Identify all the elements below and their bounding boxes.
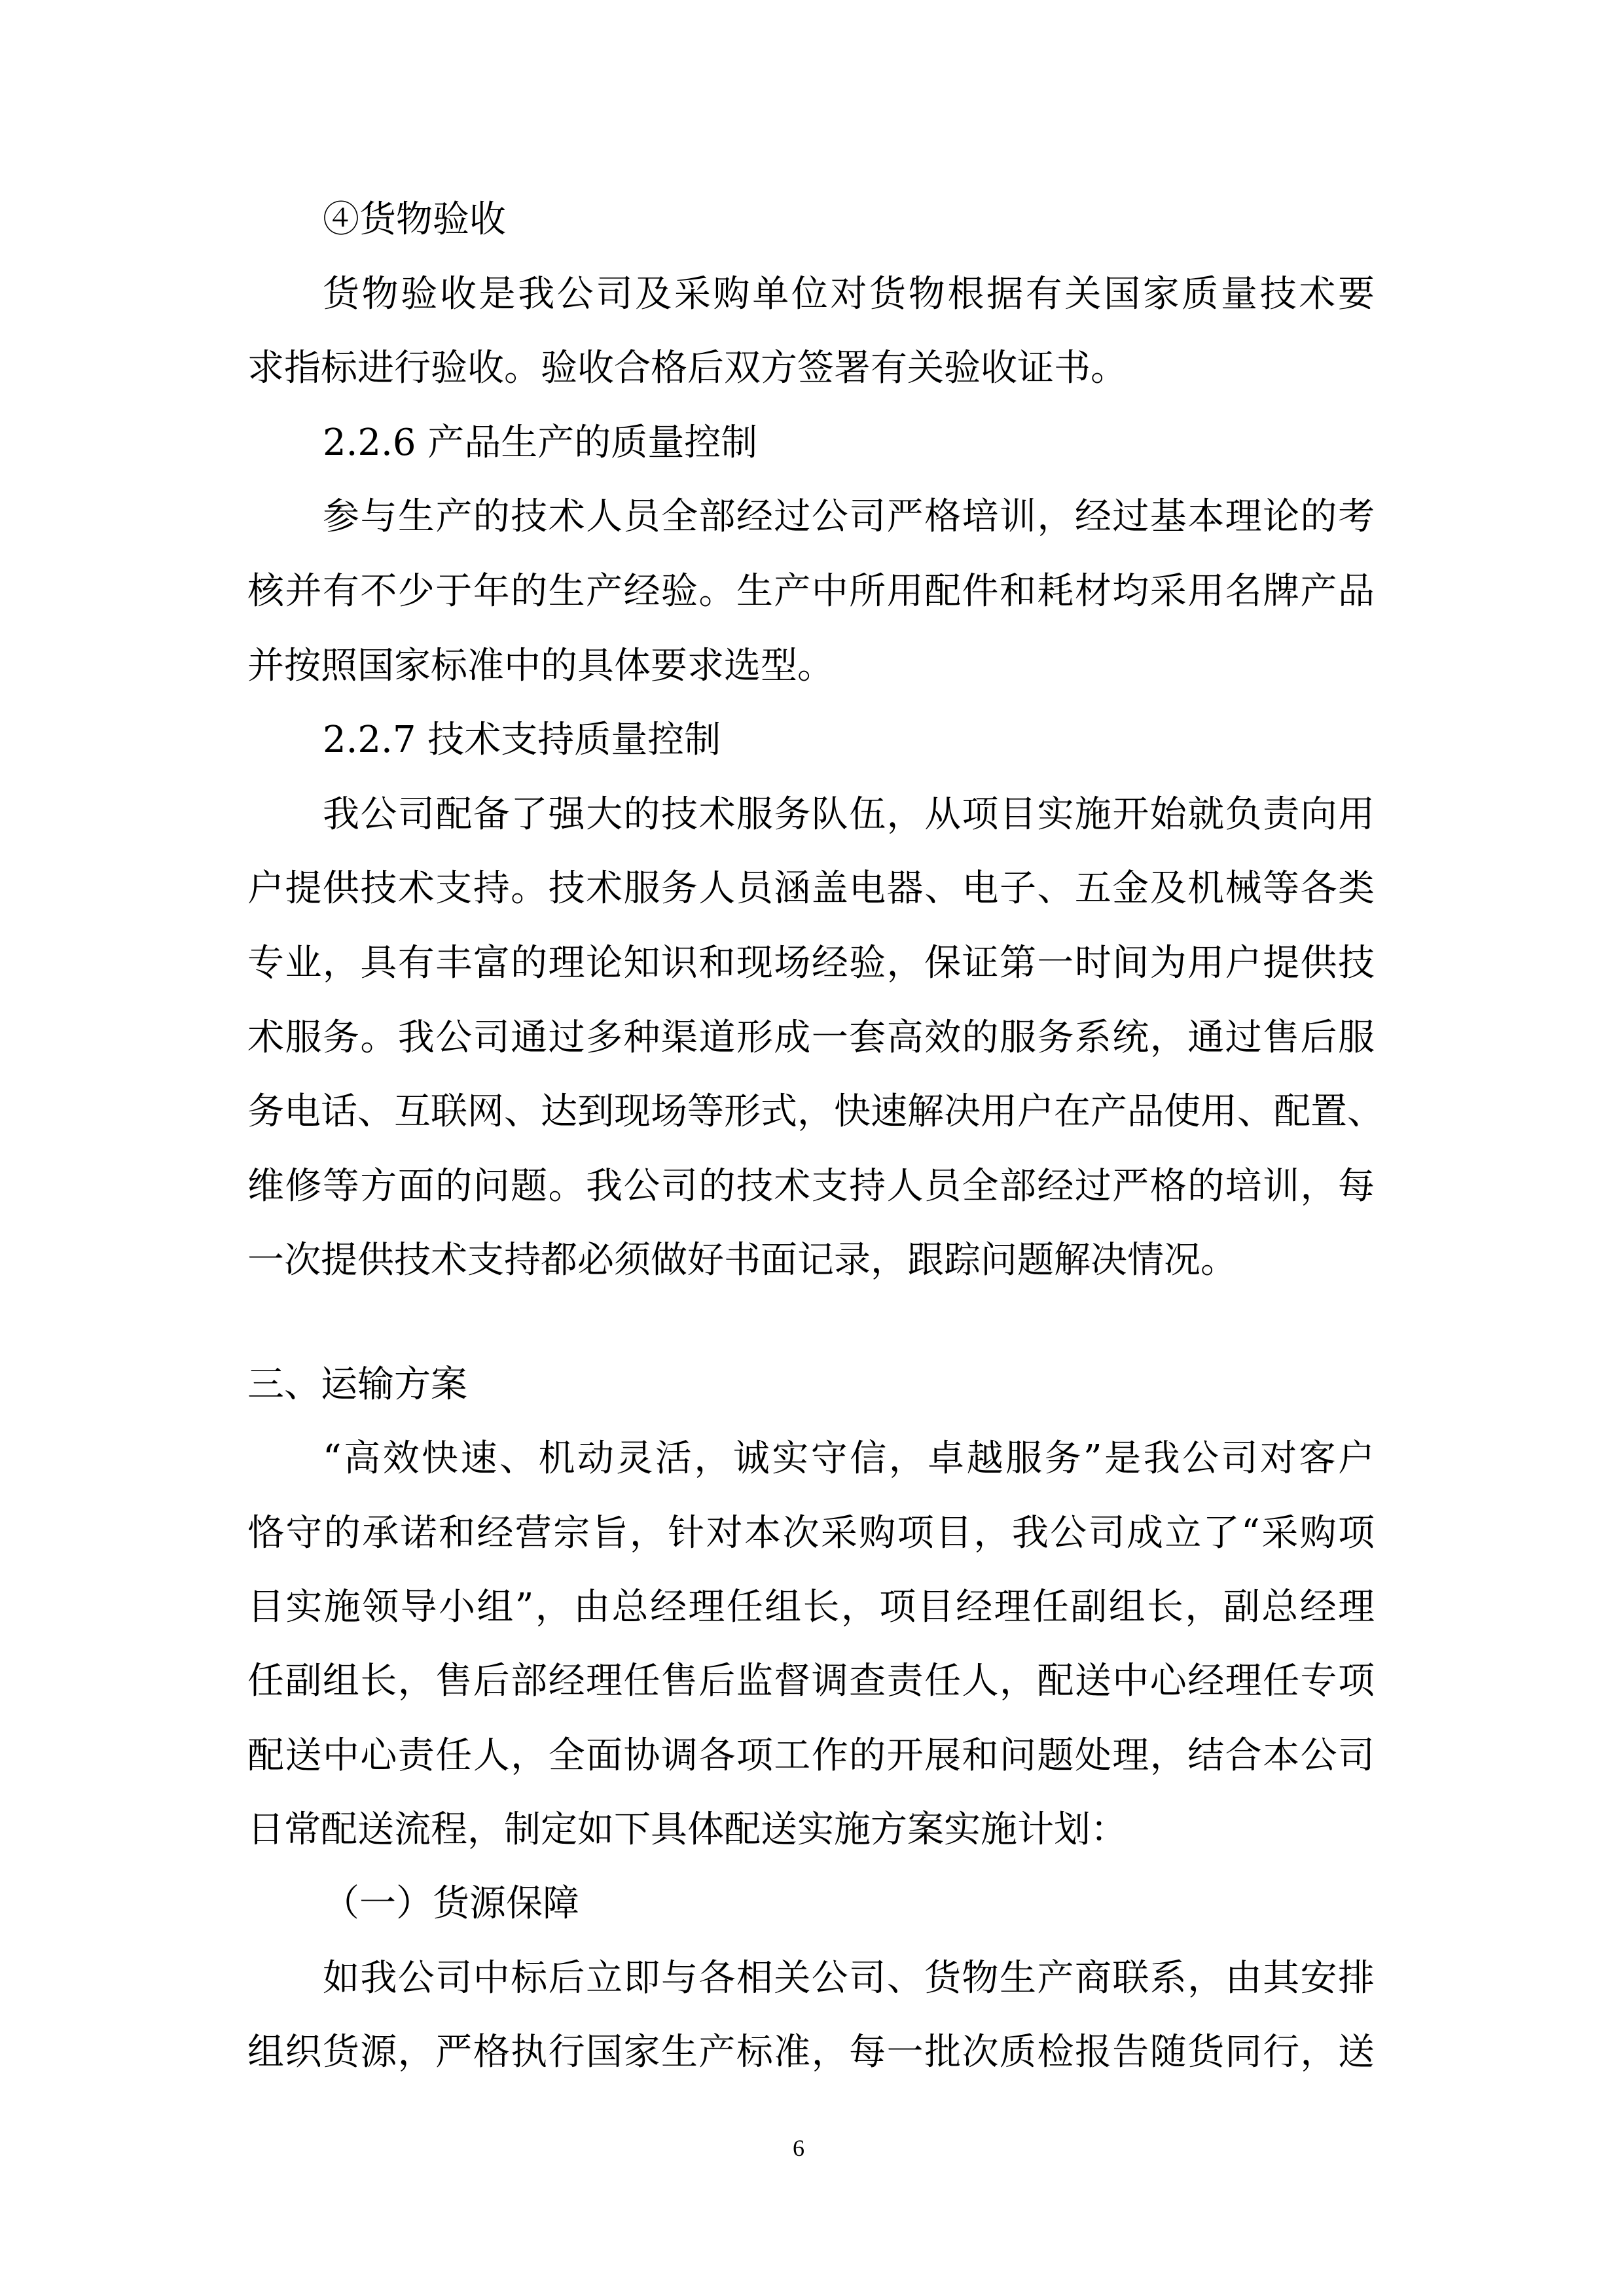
section-heading-2-2-6: 2.2.6 产品生产的质量控制 [323, 422, 758, 464]
paragraph-line: 务电话、互联网、达到现场等形式，快速解决用户在产品使用、配置、 [247, 1090, 1384, 1133]
chapter-heading-transport-plan: 三、运输方案 [247, 1363, 467, 1406]
paragraph-line: “高效快速、机动灵活，诚实守信，卓越服务”是我公司对客户 [323, 1437, 1375, 1480]
paragraph-line: 任副组长，售后部经理任售后监督调查责任人，配送中心经理任专项 [247, 1660, 1375, 1702]
page-number: 6 [793, 2135, 804, 2161]
paragraph-line: 组织货源，严格执行国家生产标准，每一批次质检报告随货同行，送 [247, 2031, 1375, 2073]
paragraph-line: 我公司配备了强大的技术服务队伍，从项目实施开始就负责向用 [323, 793, 1375, 836]
paragraph-line: 并按照国家标准中的具体要求选型。 [247, 645, 834, 687]
paragraph-line: 专业，具有丰富的理论知识和现场经验，保证第一时间为用户提供技 [247, 942, 1375, 984]
paragraph-line: 如我公司中标后立即与各相关公司、货物生产商联系，由其安排 [323, 1957, 1375, 2000]
paragraph-line: 恪守的承诺和经营宗旨，针对本次采购项目，我公司成立了“采购项 [247, 1512, 1375, 1554]
paragraph-line: 术服务。我公司通过多种渠道形成一套高效的服务系统，通过售后服 [247, 1016, 1375, 1059]
paragraph-line: 目实施领导小组”，由总经理任组长，项目经理任副组长，副总经理 [247, 1586, 1375, 1628]
paragraph-line: 维修等方面的问题。我公司的技术支持人员全部经过严格的培训，每 [247, 1165, 1375, 1208]
paragraph-line: 核并有不少于年的生产经验。生产中所用配件和耗材均采用名牌产品 [247, 570, 1375, 613]
section-heading-2-2-7: 2.2.7 技术支持质量控制 [323, 719, 721, 761]
paragraph-line: 货物验收是我公司及采购单位对货物根据有关国家质量技术要 [323, 273, 1375, 315]
paragraph-line: 参与生产的技术人员全部经过公司严格培训，经过基本理论的考 [323, 495, 1375, 538]
paragraph-line: 一次提供技术支持都必须做好书面记录，跟踪问题解决情况。 [247, 1239, 1237, 1282]
subheading-goods-acceptance: ④货物验收 [323, 198, 506, 241]
paragraph-line: 日常配送流程，制定如下具体配送实施方案实施计划： [247, 1808, 1127, 1851]
subsection-heading-supply-guarantee: （一）货源保障 [323, 1882, 579, 1925]
paragraph-line: 求指标进行验收。验收合格后双方签署有关验收证书。 [247, 347, 1127, 389]
paragraph-line: 户提供技术支持。技术服务人员涵盖电器、电子、五金及机械等各类 [247, 867, 1375, 910]
paragraph-line: 配送中心责任人，全面协调各项工作的开展和问题处理，结合本公司 [247, 1734, 1375, 1777]
